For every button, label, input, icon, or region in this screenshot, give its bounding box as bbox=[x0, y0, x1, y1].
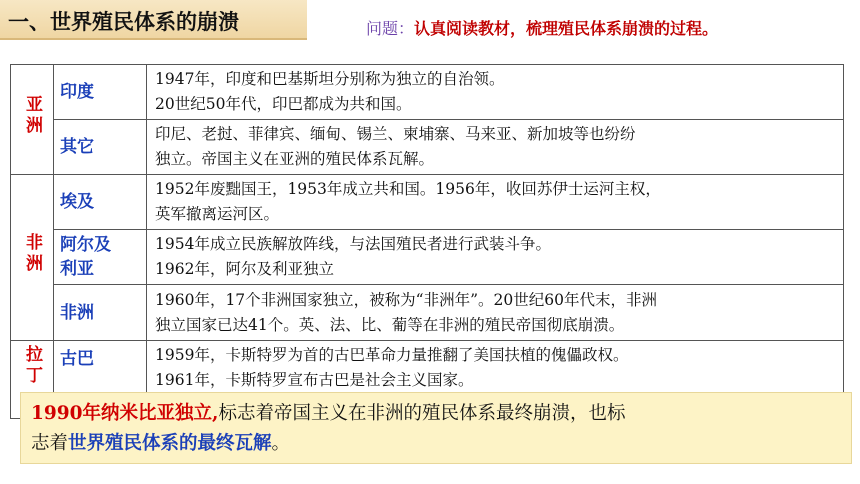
desc-line: 1947年，印度和巴基斯坦分别称为独立的自治领。 bbox=[155, 70, 505, 88]
desc-egypt bbox=[147, 175, 844, 230]
desc-line: 独立。帝国主义在亚洲的殖民体系瓦解。 bbox=[155, 150, 435, 168]
desc-line: 1954年成立民族解放阵线，与法国殖民者进行武装斗争。 bbox=[155, 235, 551, 253]
region-label: 拉丁 bbox=[22, 345, 42, 387]
region-label: 非洲 bbox=[22, 233, 42, 275]
question-prompt bbox=[366, 16, 718, 39]
table-row bbox=[11, 230, 844, 285]
desc-line: 1960年，17个非洲国家独立，被称为“非洲年”。20世纪60年代末，非洲 bbox=[155, 290, 657, 309]
country-india: 印度 bbox=[54, 65, 147, 120]
country-line: 阿尔及 bbox=[60, 235, 111, 255]
desc-line: 20世纪50年代，印巴都成为共和国。 bbox=[155, 95, 412, 113]
desc-line: 1952年废黜国王，1953年成立共和国。1956年，收回苏伊士运河主权， bbox=[155, 180, 661, 198]
conclusion-emphasis: 世界殖民体系的最终瓦解 bbox=[68, 433, 272, 454]
conclusion-highlight: 1990年纳米比亚独立, bbox=[31, 403, 219, 424]
country-others: 其它 bbox=[54, 120, 147, 175]
region-label: 亚洲 bbox=[22, 95, 42, 137]
conclusion-end: 。 bbox=[271, 433, 291, 454]
desc-india bbox=[147, 65, 844, 120]
table-row bbox=[11, 65, 844, 120]
region-africa bbox=[11, 175, 54, 341]
country-algeria bbox=[54, 230, 147, 285]
desc-algeria bbox=[147, 230, 844, 285]
section-title: 一、世界殖民体系的崩溃 bbox=[8, 10, 239, 34]
desc-line: 1962年，阿尔及利亚独立 bbox=[155, 260, 334, 278]
country-line: 利亚 bbox=[60, 259, 94, 279]
desc-line: 1961年，卡斯特罗宣布古巴是社会主义国家。 bbox=[155, 371, 474, 389]
conclusion-text: 标志着帝国主义在非洲的殖民体系最终崩溃，也标 bbox=[218, 403, 626, 424]
region-asia bbox=[11, 65, 54, 175]
country-egypt: 埃及 bbox=[54, 175, 147, 230]
desc-line: 英军撤离运河区。 bbox=[155, 205, 280, 223]
desc-line: 印尼、老挝、菲律宾、缅甸、锡兰、柬埔寨、马来亚、新加坡等也纷纷 bbox=[155, 125, 636, 143]
country-cuba: 古巴 bbox=[54, 341, 147, 419]
desc-africa-year bbox=[147, 285, 844, 341]
question-text: 认真阅读教材，梳理殖民体系崩溃的过程。 bbox=[414, 19, 719, 38]
table-row bbox=[11, 285, 844, 341]
table-row bbox=[11, 175, 844, 230]
country-africa: 非洲 bbox=[54, 285, 147, 341]
section-title-bar bbox=[0, 0, 307, 40]
desc-line: 1959年，卡斯特罗为首的古巴革命力量推翻了美国扶植的傀儡政权。 bbox=[155, 346, 629, 364]
desc-line: 独立国家已达41个。英、法、比、葡等在非洲的殖民帝国彻底崩溃。 bbox=[155, 315, 625, 334]
conclusion-box bbox=[20, 392, 852, 464]
question-label: 问题： bbox=[366, 19, 415, 38]
table-row bbox=[11, 120, 844, 175]
desc-others bbox=[147, 120, 844, 175]
decolonization-table bbox=[10, 64, 844, 419]
conclusion-text-2: 志着 bbox=[31, 433, 69, 454]
